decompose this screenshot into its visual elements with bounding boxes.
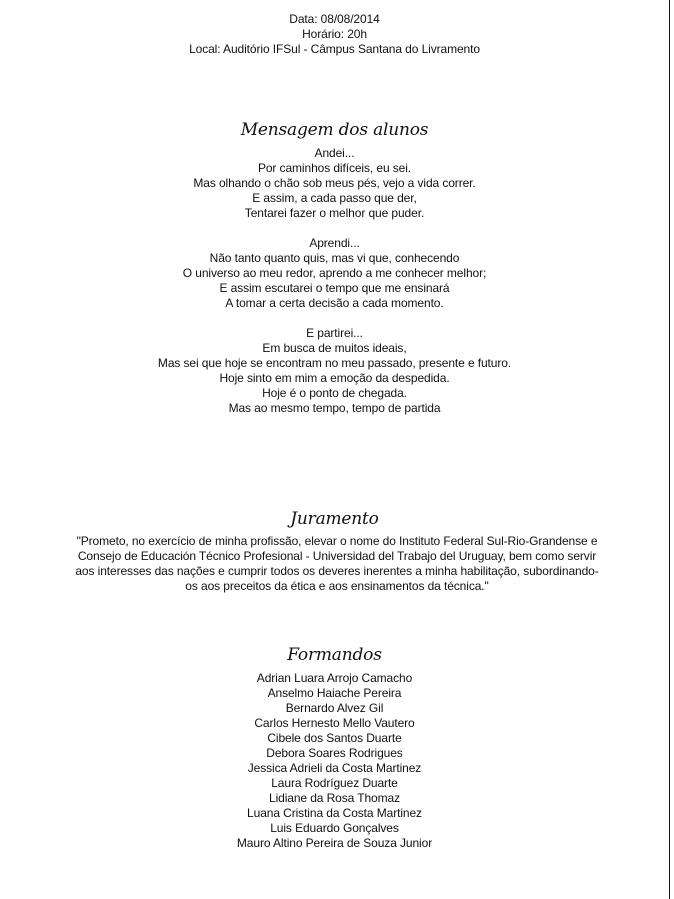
graduate-name: Debora Soares Rodrigues xyxy=(266,746,403,760)
event-time: Horário: 20h xyxy=(302,27,367,41)
oath-line: Consejo de Educación Técnico Profesional - Universidad del Trabajo del Uruguay, bem como servir xyxy=(77,549,597,563)
graduates-heading: Formandos xyxy=(287,645,382,665)
graduate-name: Bernardo Alvez Gil xyxy=(285,701,384,715)
poem-line: Não tanto quanto quis, mas vi que, conhecendo xyxy=(209,251,460,265)
graduate-name: Mauro Altino Pereira de Souza Junior xyxy=(236,836,433,850)
poem-line: O universo ao meu redor, aprendo a me conhecer melhor; xyxy=(182,266,487,280)
poem-stanza xyxy=(0,326,669,416)
graduate-name: Carlos Hernesto Mello Vautero xyxy=(254,716,415,730)
poem-line: Hoje é o ponto de chegada. xyxy=(262,386,407,400)
poem-line: Aprendi... xyxy=(309,236,360,250)
poem-line: Mas olhando o chão sob meus pés, vejo a vida correr. xyxy=(193,176,476,190)
poem-line: E assim, a cada passo que der, xyxy=(252,191,417,205)
message-poem xyxy=(0,146,669,416)
poem-stanza xyxy=(0,236,669,311)
graduate-name: Anselmo Haiache Pereira xyxy=(267,686,402,700)
graduate-name: Luana Cristina da Costa Martinez xyxy=(247,806,422,820)
poem-line: E partirei... xyxy=(306,326,363,340)
oath-section xyxy=(0,509,669,529)
poem-line: Andei... xyxy=(314,146,355,160)
oath-line: aos interesses das nações e cumprir todos os deveres inerentes a minha habilitação, subordinando- xyxy=(75,564,599,578)
poem-line: Hoje sinto em mim a emoção da despedida. xyxy=(219,371,450,385)
event-info xyxy=(0,12,669,57)
graduates-section xyxy=(0,645,669,665)
graduate-name: Adrian Luara Arrojo Camacho xyxy=(256,671,413,685)
oath-line: os aos preceitos da ética e aos ensinamentos da técnica." xyxy=(185,579,489,593)
event-date: Data: 08/08/2014 xyxy=(289,12,380,26)
oath-text xyxy=(52,534,622,594)
graduate-name: Jessica Adrieli da Costa Martinez xyxy=(247,761,422,775)
poem-line: Mas ao mesmo tempo, tempo de partida xyxy=(228,401,441,415)
graduate-name: Cibele dos Santos Duarte xyxy=(267,731,402,745)
graduate-name: Luis Eduardo Gonçalves xyxy=(270,821,399,835)
graduates-list xyxy=(0,671,669,851)
oath-line: "Prometo, no exercício de minha profissão, elevar o nome do Instituto Federal Sul-Rio-Grandense e xyxy=(76,534,598,548)
poem-stanza xyxy=(0,146,669,221)
poem-line: Tentarei fazer o melhor que puder. xyxy=(244,206,425,220)
poem-line: Por caminhos difíceis, eu sei. xyxy=(257,161,412,175)
poem-line: Mas sei que hoje se encontram no meu passado, presente e futuro. xyxy=(157,356,512,370)
graduate-name: Laura Rodríguez Duarte xyxy=(271,776,398,790)
oath-heading: Juramento xyxy=(290,509,379,529)
event-location: Local: Auditório IFSul - Câmpus Santana do Livramento xyxy=(189,42,480,56)
poem-line: E assim escutarei o tempo que me ensinará xyxy=(219,281,450,295)
message-section xyxy=(0,120,669,140)
poem-line: A tomar a certa decisão a cada momento. xyxy=(225,296,444,310)
graduate-name: Lidiane da Rosa Thomaz xyxy=(269,791,400,805)
page-edge-divider xyxy=(669,0,670,899)
message-heading: Mensagem dos alunos xyxy=(240,120,429,140)
poem-line: Em busca de muitos ideais, xyxy=(262,341,407,355)
